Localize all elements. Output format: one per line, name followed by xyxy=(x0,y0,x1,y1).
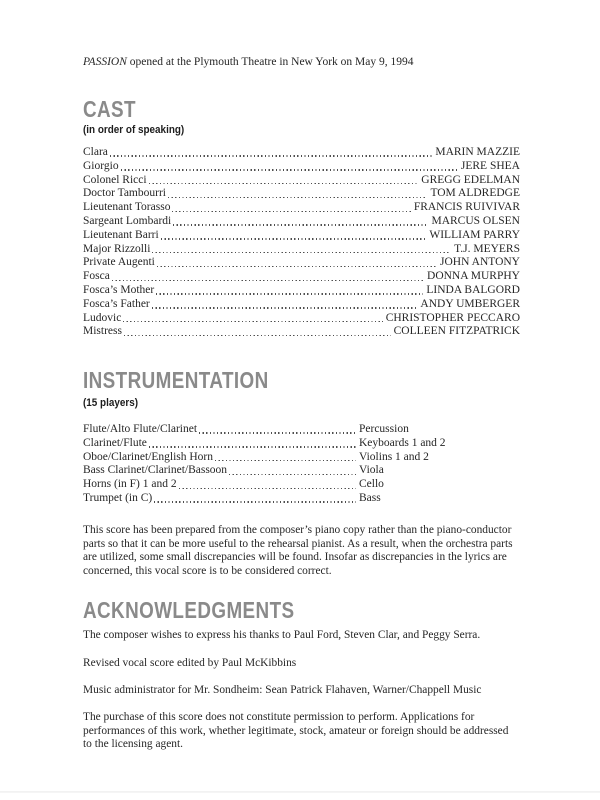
cast-subheading: (in order of speaking) xyxy=(83,124,185,136)
winds-part: Clarinet/Flute xyxy=(83,436,147,449)
cast-role: Colonel Ricci xyxy=(83,173,147,186)
dotted-leader xyxy=(112,280,424,281)
cast-name: COLLEEN FITZPATRICK xyxy=(393,325,520,338)
dotted-leader xyxy=(157,266,437,267)
cast-name: CHRISTOPHER PECCARO xyxy=(385,311,520,324)
show-title: PASSION xyxy=(83,56,127,68)
cast-name: GREGG EDELMAN xyxy=(421,173,520,186)
cast-row xyxy=(83,243,520,257)
cast-name: TOM ALDREDGE xyxy=(430,187,520,200)
dotted-leader xyxy=(121,169,458,170)
cast-role: Mistress xyxy=(83,325,122,338)
dotted-leader xyxy=(149,446,356,447)
cast-row xyxy=(83,298,520,312)
cast-name: WILLIAM PARRY xyxy=(429,228,520,241)
page-bottom-edge xyxy=(0,791,600,793)
dotted-leader xyxy=(149,183,419,184)
dotted-leader xyxy=(215,460,356,461)
cast-row xyxy=(83,187,520,201)
dotted-leader xyxy=(152,252,451,253)
dotted-leader xyxy=(179,488,356,489)
dotted-leader xyxy=(229,474,356,475)
instrumentation-row xyxy=(83,423,520,437)
cast-name: FRANCIS RUIVIVAR xyxy=(413,201,520,214)
cast-row xyxy=(83,270,520,284)
cast-row xyxy=(83,215,520,229)
cast-role: Sargeant Lombardi xyxy=(83,214,172,227)
cast-heading: CAST xyxy=(83,96,136,122)
strings-part: Viola xyxy=(359,464,384,477)
cast-role: Fosca’s Father xyxy=(83,297,150,310)
licensing-note: The purchase of this score does not constitute permission to perform. Applications for performances of this work, whether legitimate, stock, amateur or foreign should be addressed to the licensing agent. xyxy=(83,711,509,751)
dotted-leader xyxy=(124,335,391,336)
cast-row xyxy=(83,160,520,174)
cast-role: Lieutenant Barri xyxy=(83,228,159,241)
dotted-leader xyxy=(168,197,427,198)
strings-part: Bass xyxy=(359,491,381,504)
instrumentation-row xyxy=(83,492,520,506)
premiere-note xyxy=(83,55,520,69)
cast-name: JERE SHEA xyxy=(460,159,520,172)
editor-credit-line: Revised vocal score edited by Paul McKibbins xyxy=(83,657,297,669)
cast-role: Doctor Tambourri xyxy=(83,187,166,200)
dotted-leader xyxy=(154,501,356,502)
strings-part: Percussion xyxy=(359,423,409,435)
instrumentation-row xyxy=(83,451,520,465)
cast-name: LINDA BALGORD xyxy=(426,283,520,296)
music-administrator-line: Music administrator for Mr. Sondheim: Sean Patrick Flahaven, Warner/Chappell Music xyxy=(83,684,482,696)
cast-row xyxy=(83,312,520,326)
cast-role: Giorgio xyxy=(83,159,119,172)
winds-part: Horns (in F) 1 and 2 xyxy=(83,478,177,491)
strings-part: Keyboards 1 and 2 xyxy=(359,436,446,449)
instrumentation-row xyxy=(83,464,520,478)
cast-name: T.J. MEYERS xyxy=(454,242,520,255)
strings-part: Cello xyxy=(359,478,384,491)
cast-row xyxy=(83,325,520,339)
cast-row xyxy=(83,284,520,298)
winds-part: Oboe/Clarinet/English Horn xyxy=(83,450,213,463)
cast-name: MARIN MAZZIE xyxy=(435,146,520,158)
score-preparation-note: This score has been prepared from the composer’s piano copy rather than the piano-conductor parts so that it can be more useful to the rehearsal pianist. As a result, when the orchestra parts are utilized, some small discrepancies will be found. Insofar as discrepancies in the lyrics are concerned, this vocal score is to be considered correct. xyxy=(83,524,513,577)
winds-part: Trumpet (in C) xyxy=(83,491,153,504)
instrumentation-row xyxy=(83,478,520,492)
dotted-leader xyxy=(199,432,356,433)
premiere-note-text: opened at the Plymouth Theatre in New York on May 9, 1994 xyxy=(126,56,414,68)
strings-part: Violins 1 and 2 xyxy=(359,450,429,463)
winds-part: Flute/Alto Flute/Clarinet xyxy=(83,423,198,435)
cast-row xyxy=(83,229,520,243)
cast-row xyxy=(83,174,520,188)
cast-role: Major Rizzolli xyxy=(83,242,151,255)
cast-role: Fosca xyxy=(83,270,110,283)
cast-list xyxy=(83,146,520,339)
instrumentation-row xyxy=(83,437,520,451)
cast-row xyxy=(83,146,520,160)
winds-part: Bass Clarinet/Clarinet/Bassoon xyxy=(83,464,228,477)
cast-role: Lieutenant Torasso xyxy=(83,201,171,214)
cast-role: Ludovic xyxy=(83,311,122,324)
instrumentation-subheading: (15 players) xyxy=(83,397,139,409)
dotted-leader xyxy=(123,321,382,322)
dotted-leader xyxy=(110,155,432,156)
cast-role: Fosca’s Mother xyxy=(83,283,155,296)
cast-row xyxy=(83,256,520,270)
composer-thanks-line: The composer wishes to express his thanks to Paul Ford, Steven Clar, and Peggy Serra. xyxy=(83,629,481,641)
cast-role: Private Augenti xyxy=(83,256,155,269)
acknowledgments-heading: ACKNOWLEDGMENTS xyxy=(83,597,295,623)
cast-name: ANDY UMBERGER xyxy=(420,297,520,310)
cast-name: DONNA MURPHY xyxy=(427,270,520,283)
dotted-leader xyxy=(156,293,423,294)
cast-row xyxy=(83,201,520,215)
instrumentation-list xyxy=(83,423,520,506)
cast-name: MARCUS OLSEN xyxy=(431,214,520,227)
dotted-leader xyxy=(173,224,428,225)
cast-name: JOHN ANTONY xyxy=(440,256,520,269)
instrumentation-heading: INSTRUMENTATION xyxy=(83,367,269,393)
cast-role: Clara xyxy=(83,146,108,158)
dotted-leader xyxy=(161,238,427,239)
dotted-leader xyxy=(152,307,418,308)
dotted-leader xyxy=(172,211,410,212)
